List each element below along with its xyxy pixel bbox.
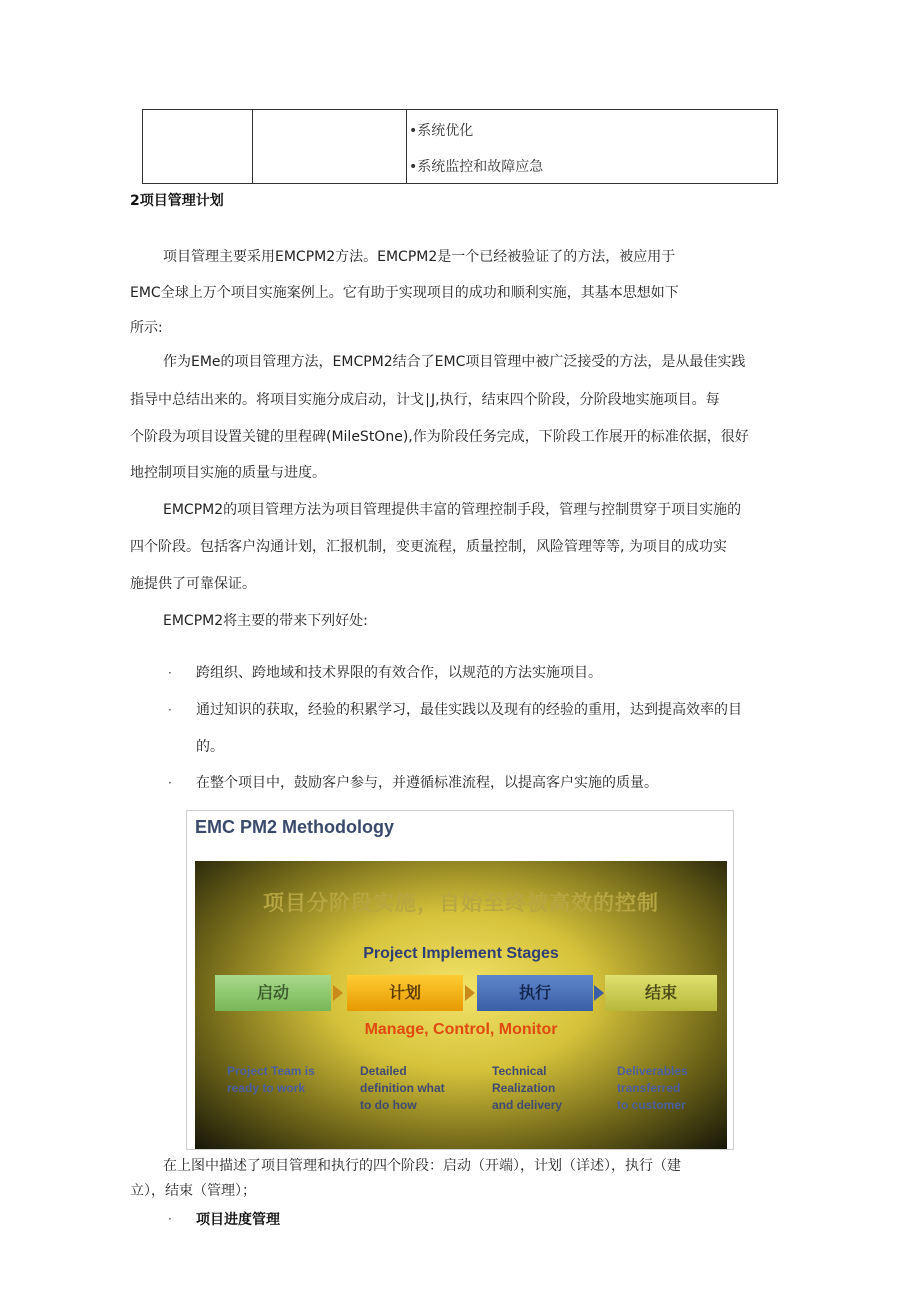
table-cell-item: •系统监控和故障应急 (409, 159, 544, 175)
caption-line: 在上图中描述了项目管理和执行的四个阶段：启动（开端），计划（详述），执行（建 (163, 1158, 681, 1174)
bullet-marker: · (168, 776, 172, 790)
stage-close: 结束 (605, 975, 717, 1011)
requirements-table (142, 109, 778, 184)
stage-description: Deliverables transferred to customer (617, 1064, 688, 1112)
paragraph-line: 四个阶段。包括客户沟通计划，汇报机制，变更流程，质量控制，风险管理等等, 为项目的成功实 (130, 539, 727, 555)
arrow-right-icon (333, 985, 343, 1001)
section-heading: 2项目管理计划 (130, 193, 224, 209)
figure-manage-line: Manage, Control, Monitor (364, 1021, 558, 1038)
figure-slide-body (195, 861, 727, 1150)
stage-description: Project Team is ready to work (227, 1064, 315, 1095)
paragraph-line: EMCPM2将主要的带来下列好处: (163, 613, 368, 629)
table-column-divider (252, 110, 253, 183)
bullet-text: 跨组织、跨地域和技术界限的有效合作，以规范的方法实施项目。 (196, 665, 602, 681)
paragraph-line: EMC全球上万个项目实施案例上。它有助于实现项目的成功和顺利实施，其基本思想如下 (130, 285, 679, 301)
caption-line: 立），结束（管理）； (130, 1183, 256, 1199)
paragraph-line: 所示: (130, 320, 163, 336)
bullet-marker: · (168, 666, 172, 680)
stage-plan: 计划 (347, 975, 463, 1011)
paragraph-line: 个阶段为项目设置关键的里程碑(MileStOne),作为阶段任务完成，下阶段工作展开的标准依据，很好 (130, 429, 749, 445)
bullet-marker: · (168, 1212, 172, 1226)
paragraph-line: 项目管理主要采用EMCPM2方法。EMCPM2是一个已经被验证了的方法，被应用于 (163, 249, 676, 265)
paragraph-line: 地控制项目实施的质量与进度。 (130, 465, 326, 481)
paragraph-line: EMCPM2的项目管理方法为项目管理提供丰富的管理控制手段，管理与控制贯穿于项目实施的 (163, 502, 742, 518)
paragraph-line: 作为EMe的项目管理方法，EMCPM2结合了EMC项目管理中被广泛接受的方法，是从最佳实践 (163, 354, 746, 370)
stage-description: Technical Realization and delivery (492, 1064, 563, 1112)
figure-title: EMC PM2 Methodology (195, 817, 394, 837)
stage-description: Detailed definition what to do how (360, 1064, 445, 1112)
figure-cn-headline: 项目分阶段实施，自始至终被高效的控制 (263, 891, 659, 915)
pm2-methodology-figure (186, 810, 734, 1150)
arrow-right-icon (465, 985, 475, 1001)
paragraph-line: 指导中总结出来的。将项目实施分成启动，计戈∣J,执行，结束四个阶段，分阶段地实施项目。每 (130, 392, 720, 408)
bullet-text: 在整个项目中，鼓励客户参与，并遵循标准流程，以提高客户实施的质量。 (196, 775, 658, 791)
bullet-text: 的。 (196, 739, 224, 755)
figure-stages-title: Project Implement Stages (363, 945, 559, 962)
table-cell-item: •系统优化 (409, 123, 474, 139)
paragraph-line: 施提供了可靠保证。 (130, 576, 256, 592)
arrow-right-icon (594, 985, 604, 1001)
bullet-marker: · (168, 703, 172, 717)
stage-execute: 执行 (477, 975, 593, 1011)
table-column-divider (406, 110, 407, 183)
stage-initiate: 启动 (215, 975, 331, 1011)
subsection-heading: 项目进度管理 (196, 1212, 280, 1228)
bullet-text: 通过知识的获取，经验的积累学习，最佳实践以及现有的经验的重用，达到提高效率的目 (196, 702, 742, 718)
